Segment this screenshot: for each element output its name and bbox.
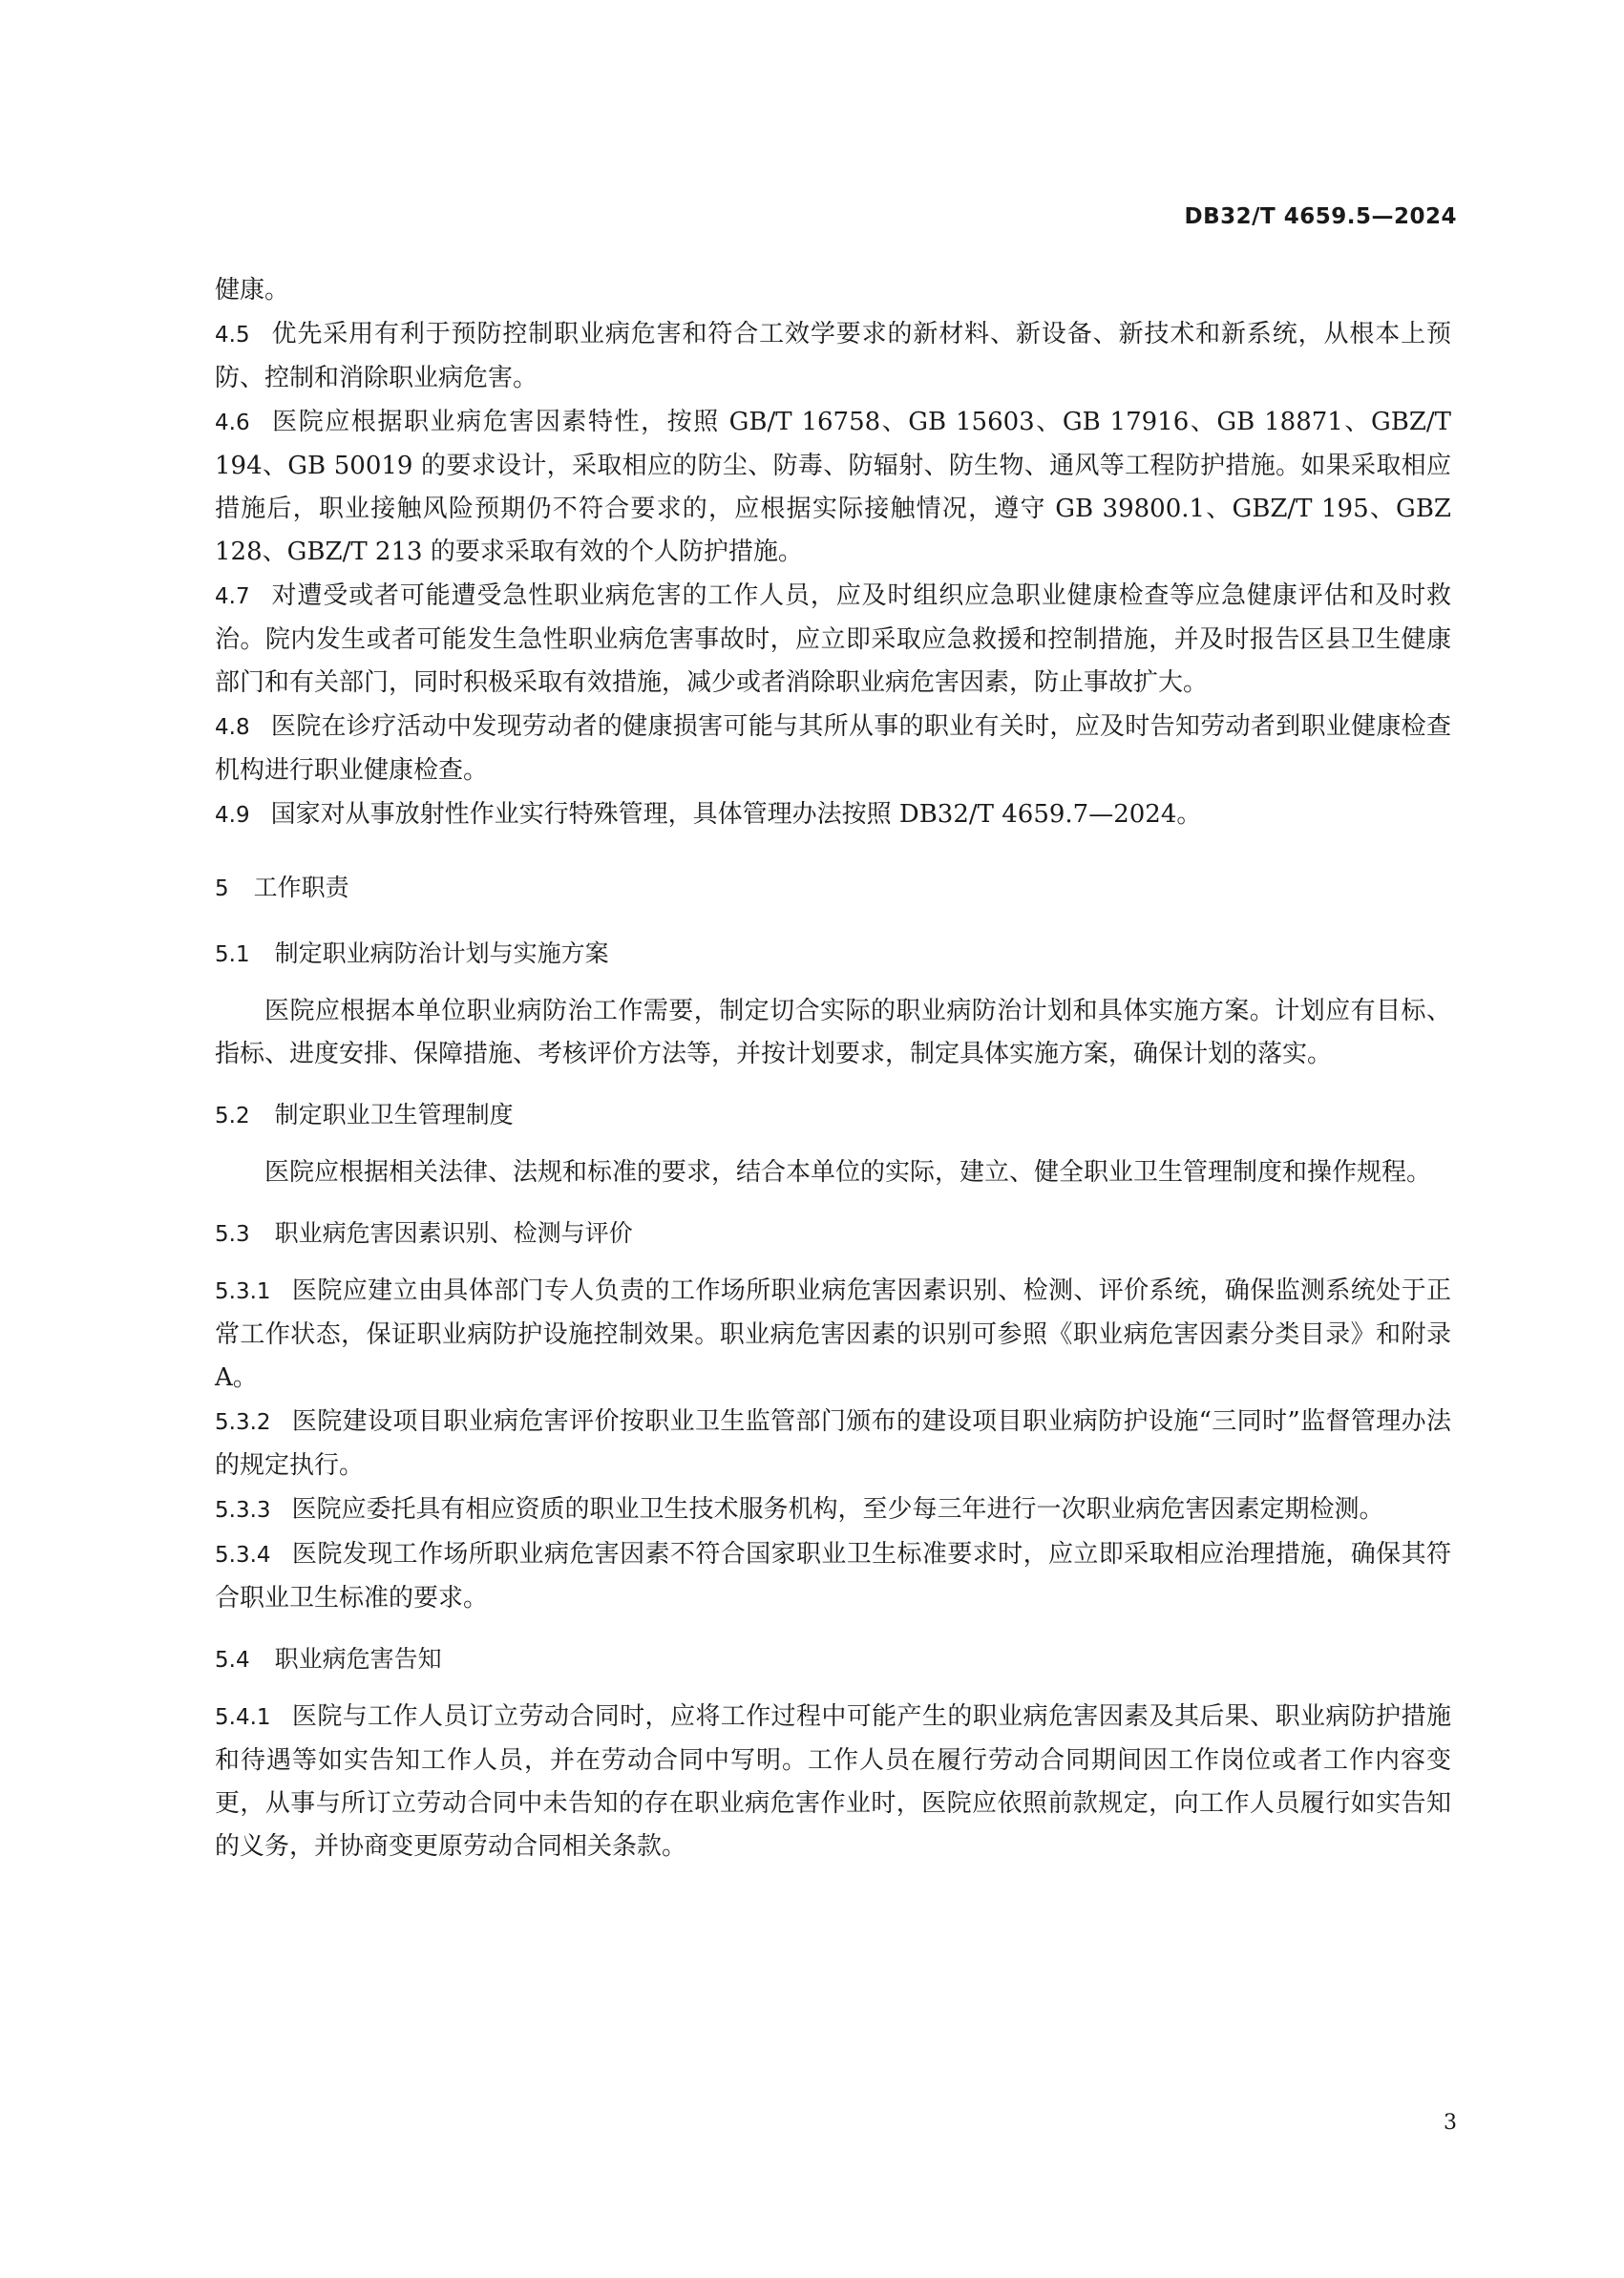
section-title: 工作职责 bbox=[253, 874, 349, 901]
subsection-number: 5.1 bbox=[215, 942, 250, 967]
subsection-title: 制定职业卫生管理制度 bbox=[274, 1101, 514, 1128]
page-number: 3 bbox=[1444, 2111, 1457, 2135]
subsection-body-5-1: 医院应根据本单位职业病防治工作需要，制定切合实际的职业病防治计划和具体实施方案。计划应有目标、指标、进度安排、保障措施、考核评价方法等，并按计划要求，制定具体实施方案，确保计划的落实。 bbox=[215, 997, 1451, 1068]
clause-5-3-1 bbox=[215, 1270, 1451, 1400]
clause-number: 4.9 bbox=[215, 803, 250, 828]
clause-4-7 bbox=[215, 575, 1451, 705]
subsection-number: 5.4 bbox=[215, 1648, 250, 1673]
subsection-body-5-2: 医院应根据相关法律、法规和标准的要求，结合本单位的实际，建立、健全职业卫生管理制度和操作规程。 bbox=[264, 1158, 1432, 1187]
subsection-heading-5-3 bbox=[215, 1212, 1451, 1256]
subsection-title: 职业病危害告知 bbox=[274, 1645, 442, 1673]
document-code-header: DB32/T 4659.5—2024 bbox=[1184, 204, 1457, 229]
clause-number: 4.5 bbox=[215, 323, 250, 348]
clause-5-3-4 bbox=[215, 1533, 1451, 1620]
clause-4-8 bbox=[215, 706, 1451, 792]
clause-text: 国家对从事放射性作业实行特殊管理，具体管理办法按照 DB32/T 4659.7—2024。 bbox=[270, 800, 1202, 829]
clause-text: 医院建设项目职业病危害评价按职业卫生监管部门颁布的建设项目职业病防护设施“三同时”监督管理办法的规定执行。 bbox=[215, 1407, 1451, 1480]
subsection-title: 职业病危害因素识别、检测与评价 bbox=[274, 1219, 633, 1247]
subsection-number: 5.3 bbox=[215, 1222, 250, 1247]
clause-4-9 bbox=[215, 793, 1451, 837]
subsection-heading-5-1 bbox=[215, 932, 1451, 977]
clause-number: 5.3.3 bbox=[215, 1498, 271, 1523]
clause-text: 优先采用有利于预防控制职业病危害和符合工效学要求的新材料、新设备、新技术和新系统，从根本上预防、控制和消除职业病危害。 bbox=[215, 320, 1451, 392]
clause-number: 5.4.1 bbox=[215, 1705, 271, 1730]
clause-5-4-1 bbox=[215, 1696, 1451, 1868]
clause-number: 4.8 bbox=[215, 715, 250, 740]
clause-number: 5.3.1 bbox=[215, 1279, 271, 1304]
subsection-title: 制定职业病防治计划与实施方案 bbox=[274, 939, 609, 967]
paragraph-continuation: 健康。 bbox=[215, 276, 290, 305]
clause-text: 医院应委托具有相应资质的职业卫生技术服务机构，至少每三年进行一次职业病危害因素定期检测。 bbox=[291, 1495, 1384, 1524]
clause-text: 医院应建立由具体部门专人负责的工作场所职业病危害因素识别、检测、评价系统，确保监测系统处于正常工作状态，保证职业病防护设施控制效果。职业病危害因素的识别可参照《职业病危害因素分类目录》和附录 A。 bbox=[215, 1276, 1451, 1392]
clause-text: 医院发现工作场所职业病危害因素不符合国家职业卫生标准要求时，应立即采取相应治理措施，确保其符合职业卫生标准的要求。 bbox=[215, 1540, 1451, 1613]
document-body bbox=[215, 269, 1451, 1869]
clause-text: 医院应根据职业病危害因素特性，按照 GB/T 16758、GB 15603、GB 17916、GB 18871、GBZ/T 194、GB 50019 的要求设计，采取相应的防尘、防毒、防辐射、防生物、通风等工程防护措施。如果采取相应措施后，职业接触风险预期仍不符合要求的，应根据实际接触情况，遵守 GB 39800.1、GBZ/T 195、GBZ 128、GBZ/T 213 的要求采取有效的个人防护措施。 bbox=[215, 408, 1451, 566]
clause-number: 5.3.4 bbox=[215, 1543, 271, 1568]
clause-4-6 bbox=[215, 401, 1451, 574]
clause-number: 4.6 bbox=[215, 411, 250, 435]
clause-number: 5.3.2 bbox=[215, 1410, 271, 1435]
subsection-number: 5.2 bbox=[215, 1104, 250, 1128]
subsection-heading-5-2 bbox=[215, 1093, 1451, 1138]
clause-text: 对遭受或者可能遭受急性职业病危害的工作人员，应及时组织应急职业健康检查等应急健康评估和及时救治。院内发生或者可能发生急性职业病危害事故时，应立即采取应急救援和控制措施，并及时报告区县卫生健康部门和有关部门，同时积极采取有效措施，减少或者消除职业病危害因素，防止事故扩大。 bbox=[215, 581, 1451, 697]
clause-5-3-2 bbox=[215, 1401, 1451, 1487]
clause-text: 医院与工作人员订立劳动合同时，应将工作过程中可能产生的职业病危害因素及其后果、职业病防护措施和待遇等如实告知工作人员，并在劳动合同中写明。工作人员在履行劳动合同期间因工作岗位或者工作内容变更，从事与所订立劳动合同中未告知的存在职业病危害作业时，医院应依照前款规定，向工作人员履行如实告知的义务，并协商变更原劳动合同相关条款。 bbox=[215, 1702, 1451, 1861]
section-heading-5 bbox=[215, 866, 1451, 911]
clause-5-3-3 bbox=[215, 1488, 1451, 1532]
section-number: 5 bbox=[215, 876, 229, 901]
subsection-heading-5-4 bbox=[215, 1637, 1451, 1682]
clause-number: 4.7 bbox=[215, 584, 250, 609]
clause-text: 医院在诊疗活动中发现劳动者的健康损害可能与其所从事的职业有关时，应及时告知劳动者到职业健康检查机构进行职业健康检查。 bbox=[215, 712, 1451, 785]
clause-4-5 bbox=[215, 313, 1451, 400]
